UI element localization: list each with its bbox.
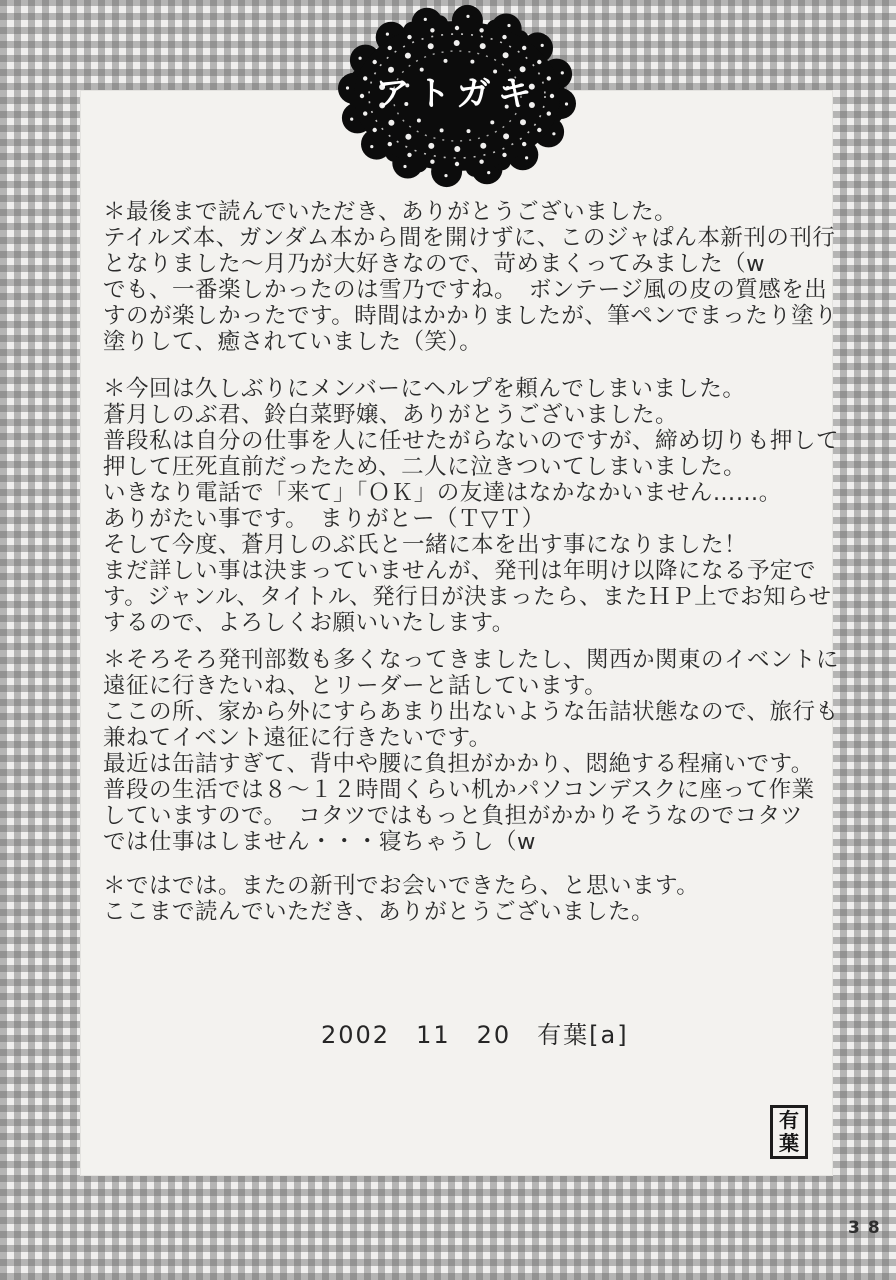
text-line: 蒼月しのぶ君、鈴白菜野嬢、ありがとうございました。 <box>103 402 679 428</box>
page-number: 38 <box>848 1218 888 1238</box>
text-line: するので、よろしくお願いいたします。 <box>103 610 515 636</box>
text-line: ＊今回は久しぶりにメンバーにヘルプを頼んでしまいました。 <box>103 376 746 402</box>
text-line: ここまで読んでいただき、ありがとうございました。 <box>103 899 655 925</box>
document-page <box>80 90 840 1176</box>
text-line: でも、一番楽しかったのは雪乃ですね。 ボンテージ風の皮の質感を出 <box>103 277 828 303</box>
afterword-paragraph <box>103 199 837 355</box>
text-line: そして今度、蒼月しのぶ氏と一緒に本を出す事になりました！ <box>103 532 748 558</box>
seal-character: 有 <box>779 1108 799 1132</box>
text-line: 普段の生活では８～１２時間くらい机かパソコンデスクに座って作業 <box>103 777 815 803</box>
text-line: テイルズ本、ガンダム本から間を開けずに、このジャぱん本新刊の刊行 <box>103 225 836 251</box>
text-line: 普段私は自分の仕事を人に任せたがらないのですが、締め切りも押して <box>103 428 840 454</box>
text-line: となりました～月乃が大好きなので、苛めまくってみました（w <box>103 251 766 277</box>
text-line: では仕事はしません・・・寝ちゃうし（w <box>103 829 536 855</box>
text-line: ここの所、家から外にすらあまり出ないような缶詰状態なので、旅行も <box>103 699 839 725</box>
afterword-paragraph <box>103 647 839 855</box>
date-credit-line: 2002 11 20 有葉[a] <box>321 1021 629 1049</box>
text-line: ＊ではでは。またの新刊でお会いできたら、と思います。 <box>103 873 700 899</box>
text-line: 塗りして、癒されていました（笑）。 <box>103 329 483 355</box>
text-line: 遠征に行きたいね、とリーダーと話しています。 <box>103 673 608 699</box>
text-line: 兼ねてイベント遠征に行きたいです。 <box>103 725 492 751</box>
text-line: していますので。 コタツではもっと負担がかかりそうなのでコタツ <box>103 803 803 829</box>
artist-seal <box>770 1105 808 1159</box>
afterword-title: アトガキ <box>375 74 539 114</box>
afterword-paragraph <box>103 376 839 636</box>
lace-doily-icon <box>334 4 580 188</box>
text-line: ＊最後まで読んでいただき、ありがとうございました。 <box>103 199 678 225</box>
text-line: ありがたい事です。 まりがとー（Ｔ▽Ｔ） <box>103 506 545 532</box>
text-line: いきなり電話で「来て」「ＯＫ」の友達はなかなかいません……。 <box>103 480 782 506</box>
text-line: ＊そろそろ発刊部数も多くなってきましたし、関西か関東のイベントに <box>103 647 840 673</box>
text-line: 最近は缶詰すぎて、背中や腰に負担がかかり、悶絶する程痛いです。 <box>103 751 814 777</box>
text-line: す。ジャンル、タイトル、発行日が決まったら、またＨＰ上でお知らせ <box>103 584 832 610</box>
text-line: すのが楽しかったです。時間はかかりましたが、筆ペンでまったり塗り <box>103 303 838 329</box>
text-line: まだ詳しい事は決まっていませんが、発刊は年明け以降になる予定で <box>103 558 817 584</box>
text-line: 押して圧死直前だったため、二人に泣きついてしまいました。 <box>103 454 747 480</box>
seal-character: 葉 <box>779 1131 799 1155</box>
afterword-paragraph <box>103 873 699 925</box>
